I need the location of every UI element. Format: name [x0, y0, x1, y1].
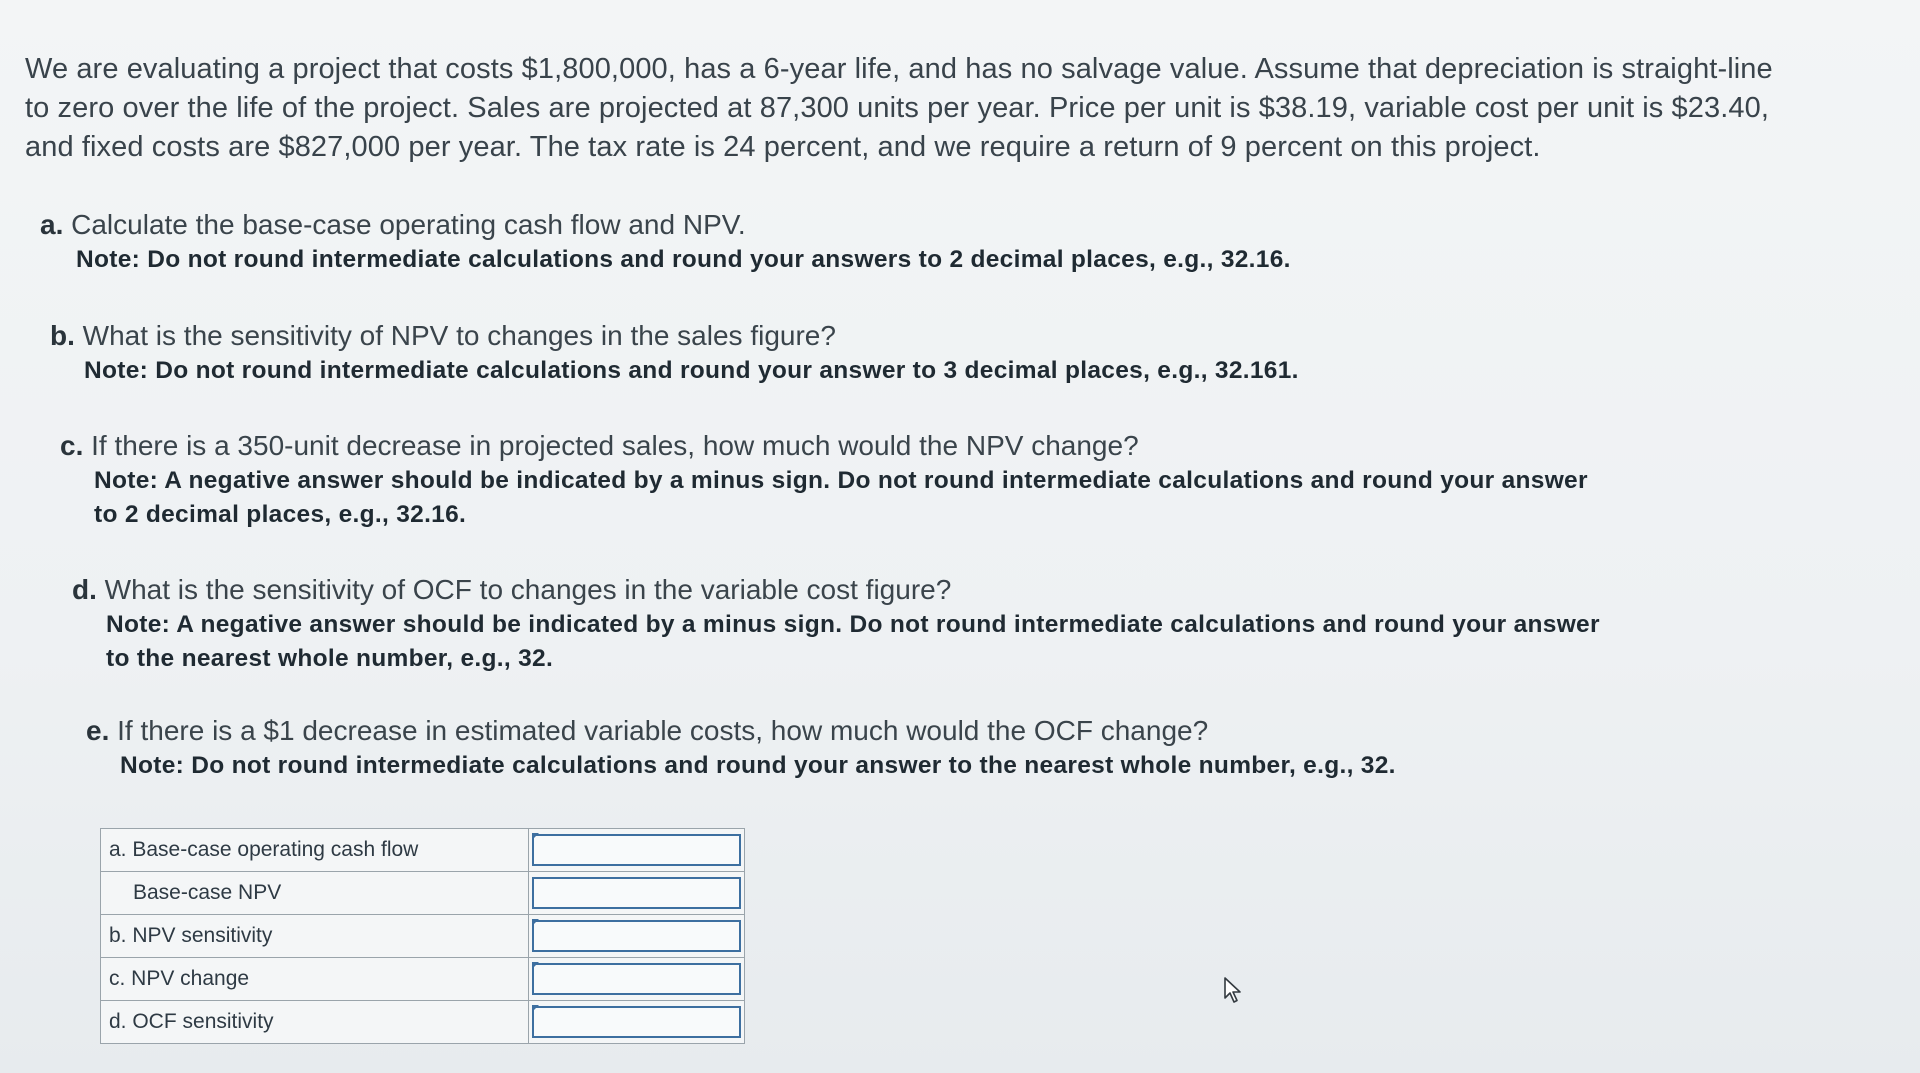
problem-statement	[25, 50, 1825, 167]
ocf-sensitivity-input[interactable]	[532, 1006, 741, 1038]
question-b-note: Note: Do not round intermediate calculations and round your answer to 3 decimal places, e.g., 32.161.	[84, 357, 1299, 384]
question-c-text	[60, 428, 1588, 464]
base-case-npv-input[interactable]	[532, 877, 741, 909]
answer-cell-base-case-ocf	[529, 829, 745, 872]
answer-cell-npv-change	[529, 958, 745, 1001]
input-corner-marker-icon	[532, 1005, 539, 1012]
question-b-prompt: What is the sensitivity of NPV to changes in the sales figure?	[82, 320, 836, 351]
answer-cell-base-case-npv	[529, 872, 745, 915]
question-a-prompt: Calculate the base-case operating cash flow and NPV.	[71, 209, 746, 240]
problem-statement-line-2: to zero over the life of the project. Sales are projected at 87,300 units per year. Price per unit is $38.19, variable cost per unit is $23.40,	[25, 92, 1770, 124]
problem-statement-line-1: We are evaluating a project that costs $1,800,000, has a 6-year life, and has no salvage value. Assume that depreciation is straight-line	[25, 53, 1773, 85]
question-c-note-line-1: Note: A negative answer should be indicated by a minus sign. Do not round intermediate calculations and round your answer	[94, 467, 1588, 494]
question-c	[60, 428, 1588, 532]
npv-sensitivity-input[interactable]	[532, 920, 741, 952]
question-a-text	[40, 207, 1291, 243]
input-corner-marker-icon	[532, 962, 539, 969]
question-a-letter: a.	[40, 209, 64, 240]
mouse-pointer-icon	[1222, 976, 1244, 1004]
question-d-text	[72, 572, 1600, 608]
answer-label-npv-sensitivity: b. NPV sensitivity	[101, 915, 529, 958]
question-a-note: Note: Do not round intermediate calculations and round your answers to 2 decimal places, e.g., 32.16.	[76, 246, 1291, 273]
question-b-text	[50, 318, 1299, 354]
answer-cell-npv-sensitivity	[529, 915, 745, 958]
question-e-letter: e.	[86, 715, 110, 746]
question-d-prompt: What is the sensitivity of OCF to changes in the variable cost figure?	[104, 574, 952, 605]
question-c-note-line-2: to 2 decimal places, e.g., 32.16.	[94, 501, 467, 528]
question-d-letter: d.	[72, 574, 97, 605]
answer-table	[100, 828, 745, 1044]
problem-statement-line-3: and fixed costs are $827,000 per year. The tax rate is 24 percent, and we require a return of 9 percent on this project.	[25, 131, 1541, 163]
answer-row-base-case-ocf	[101, 829, 745, 872]
answer-cell-ocf-sensitivity	[529, 1001, 745, 1044]
question-d-note-line-1: Note: A negative answer should be indicated by a minus sign. Do not round intermediate calculations and round your answer	[106, 611, 1600, 638]
question-e-note: Note: Do not round intermediate calculations and round your answer to the nearest whole number, e.g., 32.	[120, 752, 1396, 779]
question-d-note-line-2: to the nearest whole number, e.g., 32.	[106, 645, 554, 672]
answer-label-base-case-npv: Base-case NPV	[101, 872, 529, 915]
npv-change-input[interactable]	[532, 963, 741, 995]
answer-row-ocf-sensitivity	[101, 1001, 745, 1044]
question-c-letter: c.	[60, 430, 84, 461]
answer-label-npv-change: c. NPV change	[101, 958, 529, 1001]
question-c-prompt: If there is a 350-unit decrease in projected sales, how much would the NPV change?	[91, 430, 1139, 461]
answer-row-npv-sensitivity	[101, 915, 745, 958]
question-e-prompt: If there is a $1 decrease in estimated variable costs, how much would the OCF change?	[117, 715, 1209, 746]
answer-label-ocf-sensitivity: d. OCF sensitivity	[101, 1001, 529, 1044]
question-e	[86, 713, 1396, 783]
answer-row-npv-change	[101, 958, 745, 1001]
input-corner-marker-icon	[532, 919, 539, 926]
question-b-letter: b.	[50, 320, 75, 351]
question-b	[50, 318, 1299, 388]
question-d	[72, 572, 1600, 676]
answer-row-base-case-npv	[101, 872, 745, 915]
question-e-text	[86, 713, 1396, 749]
question-a	[40, 207, 1291, 277]
base-case-ocf-input[interactable]	[532, 834, 741, 866]
input-corner-marker-icon	[532, 833, 539, 840]
answer-label-base-case-ocf: a. Base-case operating cash flow	[101, 829, 529, 872]
